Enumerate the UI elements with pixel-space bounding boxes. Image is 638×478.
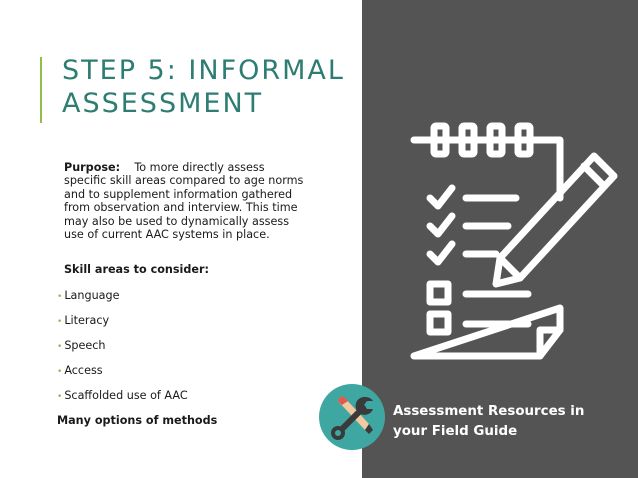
purpose-paragraph [64,161,304,241]
purpose-label: Purpose: [64,161,121,174]
bullet-icon: • [57,317,63,327]
skill-item: • Language [57,289,120,302]
tools-badge [319,384,385,450]
title-line-1: STEP 5: INFORMAL [62,55,345,86]
field-guide-callout [393,402,623,442]
skill-item: • Scaffolded use of AAC [57,389,188,402]
slide-title [62,54,352,120]
title-line-2: ASSESSMENT [62,88,264,119]
skill-item: • Access [57,364,103,377]
methods-note: Many options of methods [57,414,218,427]
resources-line-2: your Field Guide [393,424,518,439]
purpose-text: To more directly assess specific skill areas compared to age norms and to supplement information gathered from observation and interview. This time may also be used to dynamically assess use of current AAC systems in place. [64,161,304,242]
bullet-icon: • [57,342,63,352]
skills-heading: Skill areas to consider: [64,263,209,276]
skill-item: • Literacy [57,314,110,327]
bullet-icon: • [57,292,63,302]
bullet-icon: • [57,367,63,377]
skill-item: • Speech [57,339,106,352]
wrench-screwdriver-icon [319,384,385,450]
title-accent-bar [40,57,42,123]
clipboard-checklist-pencil-icon [408,118,630,374]
bullet-icon: • [57,392,63,402]
resources-line-1: Assessment Resources in [393,404,585,419]
